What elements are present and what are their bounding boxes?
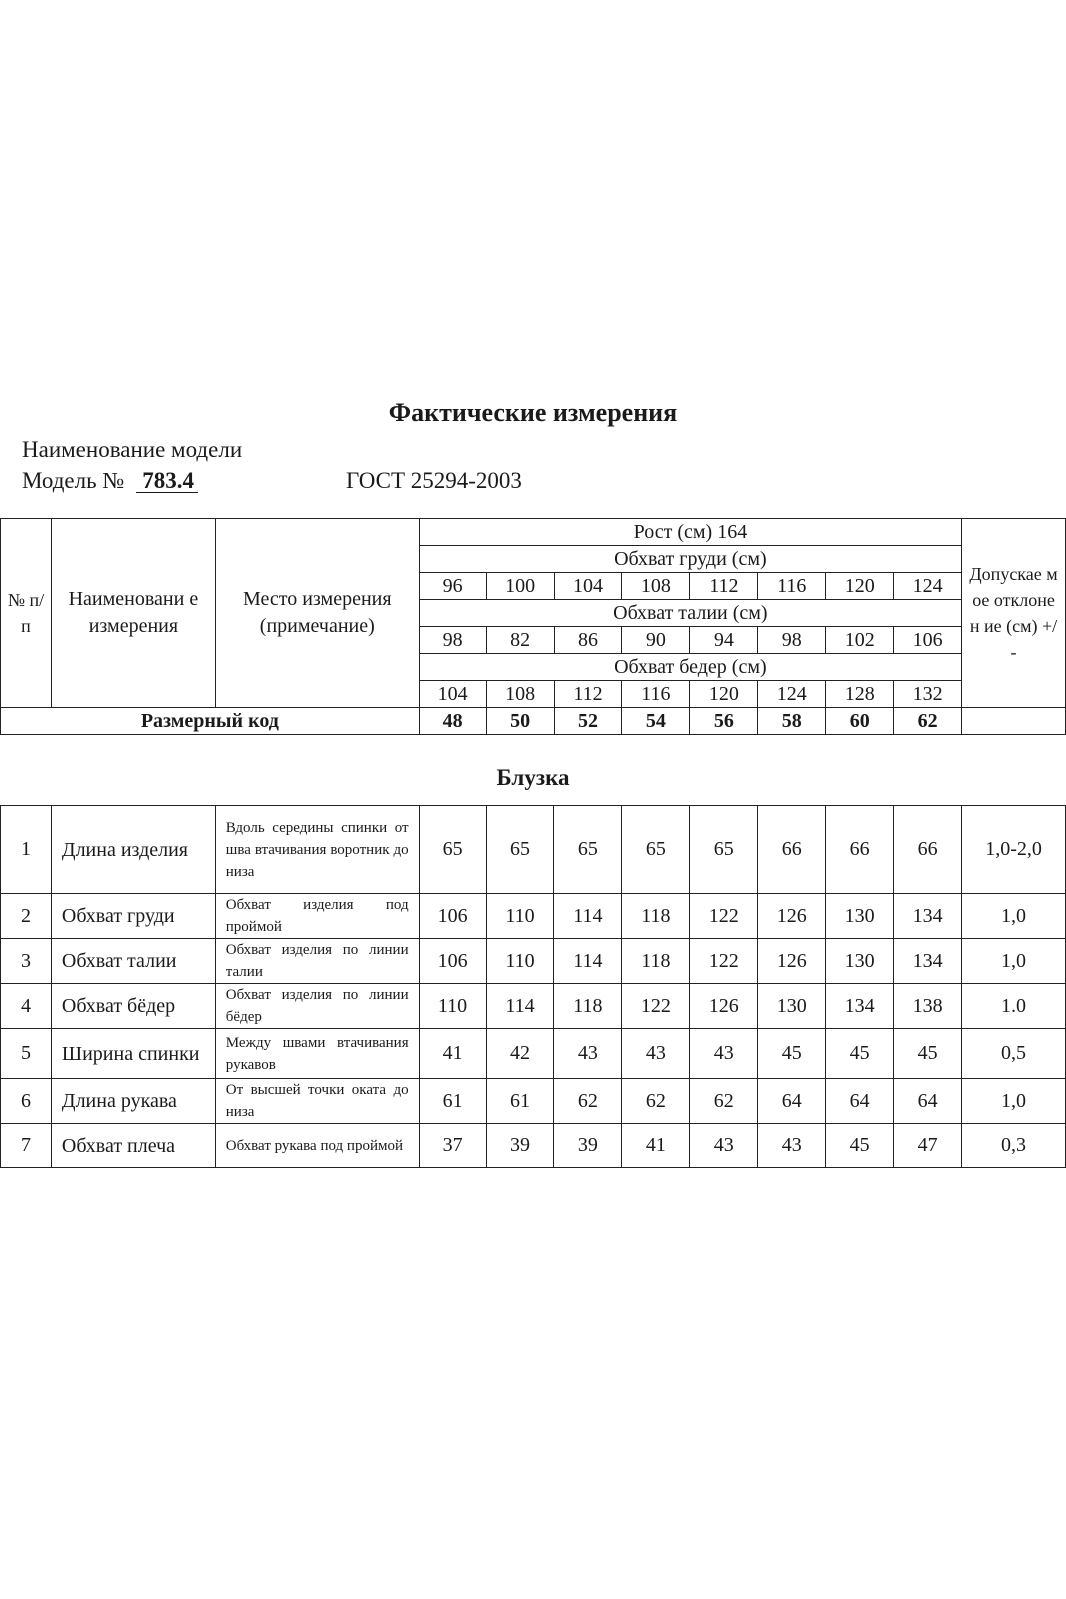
size-table <box>0 518 1066 735</box>
tolerance-value: 0,5 <box>962 1029 1066 1079</box>
chest-value: 120 <box>826 573 894 600</box>
col-place-header: Место измерения (примечание) <box>215 519 419 708</box>
table-row <box>1 1029 1066 1079</box>
size-code-value: 62 <box>894 708 962 735</box>
size-code-tolerance-empty <box>962 708 1066 735</box>
tolerance-value: 1,0 <box>962 894 1066 939</box>
measurement-value: 122 <box>690 939 758 984</box>
row-number: 3 <box>1 939 52 984</box>
hips-value: 108 <box>486 681 554 708</box>
measurement-value: 62 <box>554 1079 622 1124</box>
height-header: Рост (см) 164 <box>419 519 961 546</box>
measurement-value: 106 <box>419 939 486 984</box>
waist-value: 102 <box>826 627 894 654</box>
measurement-value: 126 <box>690 984 758 1029</box>
measurement-value: 41 <box>622 1124 690 1168</box>
page-title: Фактические измерения <box>388 398 678 427</box>
model-number-line <box>22 468 198 494</box>
table-row <box>1 1124 1066 1168</box>
waist-value: 94 <box>690 627 758 654</box>
measurement-value: 118 <box>554 984 622 1029</box>
measurement-value: 134 <box>894 894 962 939</box>
measurement-value: 118 <box>622 894 690 939</box>
chest-value: 104 <box>554 573 622 600</box>
size-code-value: 50 <box>486 708 554 735</box>
measurement-value: 65 <box>554 806 622 894</box>
col-num-header: № п/п <box>1 519 52 708</box>
measurement-value: 45 <box>758 1029 826 1079</box>
size-code-value: 54 <box>622 708 690 735</box>
measurement-name: Ширина спинки <box>51 1029 215 1079</box>
measurement-value: 110 <box>486 894 554 939</box>
measurement-value: 43 <box>622 1029 690 1079</box>
table-row <box>1 1079 1066 1124</box>
waist-value: 98 <box>419 627 486 654</box>
hips-value: 124 <box>758 681 826 708</box>
measurement-value: 66 <box>894 806 962 894</box>
tolerance-header: Допускае мое отклонен ие (см) +/- <box>962 519 1066 708</box>
measurement-value: 65 <box>690 806 758 894</box>
row-number: 4 <box>1 984 52 1029</box>
hips-value: 116 <box>622 681 690 708</box>
model-no-value: 783.4 <box>136 470 198 493</box>
chest-value: 100 <box>486 573 554 600</box>
measurement-note: Обхват изделия под проймой <box>215 894 419 939</box>
measurement-value: 42 <box>486 1029 554 1079</box>
model-no-label: Модель № <box>22 468 125 493</box>
chest-value: 96 <box>419 573 486 600</box>
chest-value: 112 <box>690 573 758 600</box>
measurement-value: 65 <box>486 806 554 894</box>
measurement-value: 130 <box>758 984 826 1029</box>
measurement-value: 114 <box>554 894 622 939</box>
measurement-value: 41 <box>419 1029 486 1079</box>
waist-label: Обхват талии (см) <box>419 600 961 627</box>
size-code-value: 60 <box>826 708 894 735</box>
measurement-value: 65 <box>622 806 690 894</box>
measurement-value: 114 <box>486 984 554 1029</box>
measurement-value: 134 <box>894 939 962 984</box>
waist-value: 90 <box>622 627 690 654</box>
size-code-row <box>1 708 1066 735</box>
measurement-note: От высшей точки оката до низа <box>215 1079 419 1124</box>
measurement-value: 64 <box>894 1079 962 1124</box>
measurement-value: 106 <box>419 894 486 939</box>
measurement-value: 45 <box>894 1029 962 1079</box>
size-code-label: Размерный код <box>1 708 420 735</box>
measurement-name: Обхват бёдер <box>51 984 215 1029</box>
chest-label: Обхват груди (см) <box>419 546 961 573</box>
measurement-value: 110 <box>419 984 486 1029</box>
measurement-value: 130 <box>826 894 894 939</box>
header-row <box>1 519 1066 546</box>
measurement-name: Длина рукава <box>51 1079 215 1124</box>
measurement-name: Обхват талии <box>51 939 215 984</box>
row-number: 6 <box>1 1079 52 1124</box>
hips-label: Обхват бедер (см) <box>419 654 961 681</box>
measurement-value: 130 <box>826 939 894 984</box>
hips-value: 120 <box>690 681 758 708</box>
measurement-name: Обхват груди <box>51 894 215 939</box>
measurement-note: Между швами втачивания рукавов <box>215 1029 419 1079</box>
measurement-value: 47 <box>894 1124 962 1168</box>
measurement-value: 110 <box>486 939 554 984</box>
measurement-value: 126 <box>758 894 826 939</box>
table-row <box>1 894 1066 939</box>
row-number: 5 <box>1 1029 52 1079</box>
hips-value: 132 <box>894 681 962 708</box>
measurement-value: 122 <box>690 894 758 939</box>
measurement-value: 62 <box>690 1079 758 1124</box>
measurement-value: 126 <box>758 939 826 984</box>
table-row <box>1 984 1066 1029</box>
measurement-value: 39 <box>486 1124 554 1168</box>
hips-value: 112 <box>554 681 622 708</box>
table-row <box>1 806 1066 894</box>
tolerance-value: 1.0 <box>962 984 1066 1029</box>
size-code-value: 58 <box>758 708 826 735</box>
measurement-name: Длина изделия <box>51 806 215 894</box>
measurement-value: 64 <box>758 1079 826 1124</box>
table-row <box>1 939 1066 984</box>
measurement-name: Обхват плеча <box>51 1124 215 1168</box>
measurement-value: 61 <box>419 1079 486 1124</box>
measurement-value: 37 <box>419 1124 486 1168</box>
tolerance-value: 1,0 <box>962 1079 1066 1124</box>
measurement-value: 43 <box>758 1124 826 1168</box>
row-number: 2 <box>1 894 52 939</box>
waist-value: 86 <box>554 627 622 654</box>
row-number: 1 <box>1 806 52 894</box>
chest-value: 124 <box>894 573 962 600</box>
hips-value: 104 <box>419 681 486 708</box>
tolerance-value: 1,0-2,0 <box>962 806 1066 894</box>
hips-value: 128 <box>826 681 894 708</box>
measurement-value: 118 <box>622 939 690 984</box>
chest-value: 116 <box>758 573 826 600</box>
measurement-value: 39 <box>554 1124 622 1168</box>
model-name-label: Наименование модели <box>22 437 243 462</box>
measurement-value: 43 <box>690 1124 758 1168</box>
size-code-value: 48 <box>419 708 486 735</box>
measurement-value: 43 <box>554 1029 622 1079</box>
measurement-note: Вдоль середины спинки от шва втачивания воротник до низа <box>215 806 419 894</box>
section-title: Блузка <box>496 765 570 790</box>
waist-value: 98 <box>758 627 826 654</box>
measurement-value: 61 <box>486 1079 554 1124</box>
measurement-value: 65 <box>419 806 486 894</box>
gost-standard: ГОСТ 25294-2003 <box>346 468 522 493</box>
measurement-value: 43 <box>690 1029 758 1079</box>
col-name-header: Наименовани е измерения <box>51 519 215 708</box>
measurement-value: 45 <box>826 1029 894 1079</box>
measurement-value: 66 <box>826 806 894 894</box>
waist-value: 106 <box>894 627 962 654</box>
measurement-value: 66 <box>758 806 826 894</box>
chest-value: 108 <box>622 573 690 600</box>
measurement-value: 62 <box>622 1079 690 1124</box>
row-number: 7 <box>1 1124 52 1168</box>
measurement-value: 114 <box>554 939 622 984</box>
measurement-note: Обхват рукава под проймой <box>215 1124 419 1168</box>
measurement-note: Обхват изделия по линии бёдер <box>215 984 419 1029</box>
measurement-value: 122 <box>622 984 690 1029</box>
waist-value: 82 <box>486 627 554 654</box>
measurement-value: 134 <box>826 984 894 1029</box>
measurement-note: Обхват изделия по линии талии <box>215 939 419 984</box>
tolerance-value: 0,3 <box>962 1124 1066 1168</box>
measurement-value: 138 <box>894 984 962 1029</box>
measurement-value: 64 <box>826 1079 894 1124</box>
measurements-table <box>0 805 1066 1168</box>
size-code-value: 52 <box>554 708 622 735</box>
tolerance-value: 1,0 <box>962 939 1066 984</box>
measurement-value: 45 <box>826 1124 894 1168</box>
size-code-value: 56 <box>690 708 758 735</box>
